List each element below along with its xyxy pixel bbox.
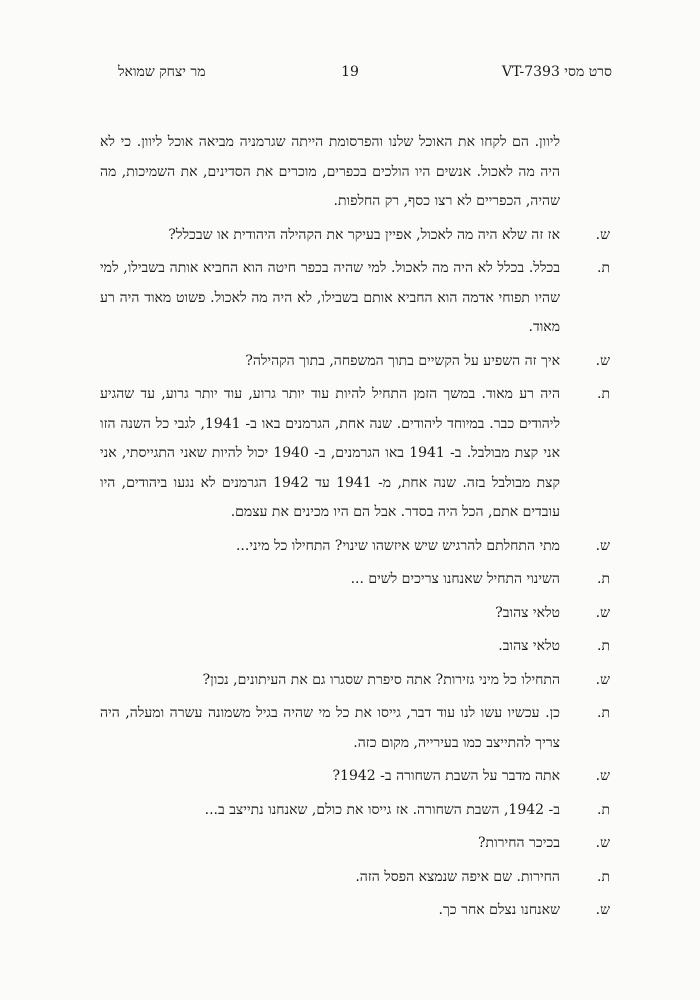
- entry-text: היה רע מאוד. במשך הזמן התחיל להיות עוד יותר גרוע, עוד יותר גרוע, עד שהגיע ליהודים כבר. במיוחד ליהודים. שנה אחת, הגרמנים באו ב- 1941, לגבי כל השנה הזו אני קצת מבולבל. ב- 1941 באו הגרמנים, ב- 1940 יכול להיות שאני התגייסתי, אני קצת מבולבל בזה. שנה אחת, מ- 1941 עד 1942 הגרמנים לא נגעו ביהודים, היו עובדים אתם, הכל היה בסדר. אבל הם היו מכינים את עצמם.: [100, 386, 560, 520]
- entry-text: טלאי צהוב.: [498, 638, 560, 654]
- transcript-entry: [100, 347, 608, 377]
- page-header: [70, 64, 630, 86]
- transcript-entry: [100, 829, 608, 859]
- speaker-label: ש.: [595, 768, 610, 784]
- speaker-label: ש.: [595, 671, 610, 688]
- entry-text: בכיכר החירות?: [478, 835, 560, 851]
- transcript-entry: [100, 221, 608, 251]
- transcript-entry: [100, 896, 608, 926]
- transcript-entry: [100, 380, 608, 528]
- speaker-label: ת.: [597, 801, 610, 818]
- speaker-label: ת.: [597, 638, 610, 654]
- entry-text: אתה מדבר על השבת השחורה ב- 1942?: [332, 768, 560, 784]
- entry-text: מתי התחלתם להרגיש שיש איזשהו שינוי? התחילו כל מיני...: [235, 537, 560, 554]
- speaker-label: ש.: [595, 537, 610, 554]
- transcript-body: [100, 128, 608, 930]
- transcript-entry: [100, 532, 608, 562]
- interviewee-name: מר יצחק שמואל: [118, 64, 206, 80]
- entry-text: החירות. שם איפה שנמצא הפסל הזה.: [355, 868, 560, 885]
- transcript-entry: [100, 599, 608, 629]
- entry-text: ליוון. הם לקחו את האוכל שלנו והפרסומת הייתה שגרמניה מביאה אוכל ליוון. כי לא היה מה לאכול. אנשים היו הולכים בכפרים, מוכרים את הסדינים, את השמיכות, מה שהיה, הכפריים לא רצו כסף, רק החלפות.: [100, 134, 560, 209]
- speaker-label: ת.: [597, 868, 610, 885]
- transcript-entry: [100, 699, 608, 758]
- speaker-label: ש.: [595, 226, 610, 243]
- entry-text: ב- 1942, השבת השחורה. אז גייסו את כולם, שאנחנו נתייצב ב...: [204, 801, 560, 818]
- entry-text: התחילו כל מיני גזירות? אתה סיפרת שסגרו גם את העיתונים, נכון?: [202, 671, 560, 688]
- speaker-label: ש.: [595, 902, 610, 918]
- page-number: 19: [341, 64, 359, 80]
- speaker-label: ש.: [595, 352, 610, 369]
- transcript-entry: [100, 796, 608, 826]
- entry-text: איך זה השפיע על הקשיים בתוך המשפחה, בתוך הקהילה?: [245, 352, 560, 369]
- transcript-entry: [100, 254, 608, 343]
- speaker-label: ת.: [597, 386, 610, 402]
- entry-text: אז זה שלא היה מה לאכול, אפיין בעיקר את הקהילה היהודית או שבכלל?: [168, 226, 560, 243]
- transcript-entry: [100, 762, 608, 792]
- speaker-label: ת.: [597, 260, 610, 276]
- entry-text: השינוי התחיל שאנחנו צריכים לשים ...: [350, 571, 560, 587]
- speaker-label: ש.: [595, 604, 610, 621]
- entry-text: בכלל. בכלל לא היה מה לאכול. למי שהיה בכפר חיטה הוא החביא אותה בשבילו, למי שהיו תפוחי אדמה הוא החביא אותם בשבילו, לא היה מה לאכול. פשוט מאוד היה רע מאוד.: [100, 260, 560, 335]
- transcript-entry: [100, 128, 608, 217]
- entry-text: טלאי צהוב?: [495, 604, 560, 621]
- speaker-label: ש.: [595, 835, 610, 851]
- transcript-entry: [100, 565, 608, 595]
- tape-label: סרט מסי VT-7393: [501, 64, 612, 80]
- entry-text: כן. עכשיו עשו לנו עוד דבר, גייסו את כל מי שהיה בגיל משמונה עשרה ומעלה, היה צריך להתייצב כמו בעירייה, מקום כזה.: [100, 705, 560, 751]
- speaker-label: ת.: [597, 705, 610, 721]
- transcript-entry: [100, 632, 608, 662]
- speaker-label: ת.: [597, 571, 610, 587]
- transcript-entry: [100, 863, 608, 893]
- entry-text: שאנחנו נצלם אחר כך.: [438, 902, 560, 918]
- transcript-entry: [100, 666, 608, 696]
